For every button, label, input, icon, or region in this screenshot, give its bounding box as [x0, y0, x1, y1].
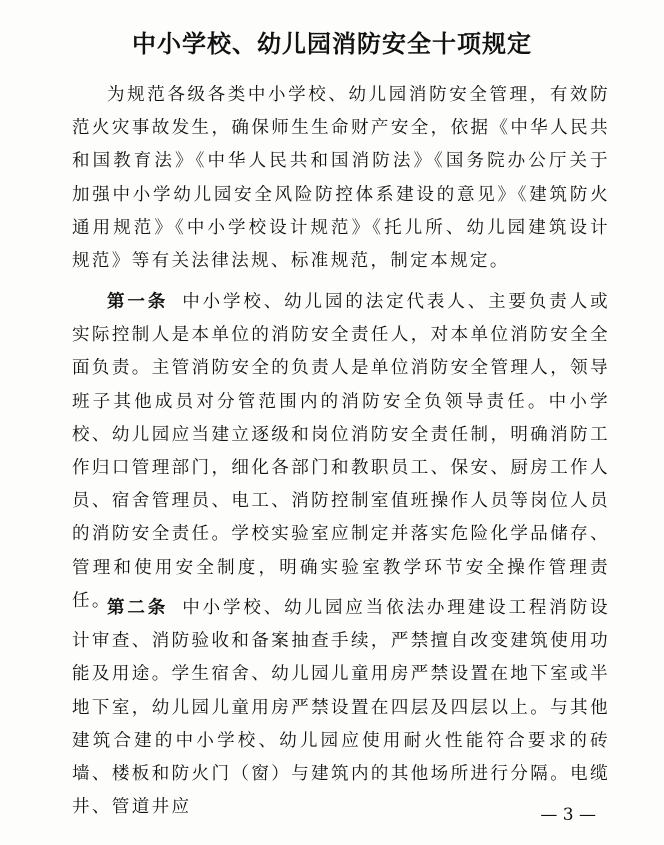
- article-2-text: 中小学校、幼儿园应当依法办理建设工程消防设计审查、消防验收和备案抽查手续，严禁擅自改变建筑使用功能及用途。学生宿舍、幼儿园儿童用房严禁设置在地下室或半地下室，幼儿园儿童用房严禁设置在四层及四层以上。与其他建筑合建的中小学校、幼儿园应使用耐火性能符合要求的砖墙、楼板和防火门（窗）与建筑内的其他场所进行分隔。电缆井、管道井应: [72, 598, 610, 818]
- intro-paragraph: [72, 79, 610, 278]
- document-title: 中小学校、幼儿园消防安全十项规定: [132, 29, 532, 58]
- article-2-heading: 第二条: [107, 598, 169, 618]
- intro-text: 为规范各级各类中小学校、幼儿园消防安全管理，有效防范火灾事故发生，确保师生生命财产安全，依据《中华人民共和国教育法》《中华人民共和国消防法》《国务院办公厅关于加强中小学幼儿园安全风险防控体系建设的意见》《建筑防火通用规范》《中小学校设计规范》《托儿所、幼儿园建筑设计规范》等有关法律法规、标准规范，制定本规定。: [72, 85, 610, 272]
- article-1-paragraph: [72, 286, 610, 618]
- article-2-paragraph: [72, 592, 610, 824]
- article-1-heading: 第一条: [107, 292, 169, 312]
- article-1-text: 中小学校、幼儿园的法定代表人、主要负责人或实际控制人是本单位的消防安全责任人，对本单位消防安全全面负责。主管消防安全的负责人是单位消防安全管理人，领导班子其他成员对分管范围内的消防安全负领导责任。中小学校、幼儿园应当建立逐级和岗位消防安全责任制，明确消防工作归口管理部门，细化各部门和教职员工、保安、厨房工作人员、宿舍管理员、电工、消防控制室值班操作人员等岗位人员的消防安全责任。学校实验室应制定并落实危险化学品储存、管理和使用安全制度，明确实验室教学环节安全操作管理责任。: [72, 292, 610, 611]
- page-number: — 3 —: [540, 805, 596, 825]
